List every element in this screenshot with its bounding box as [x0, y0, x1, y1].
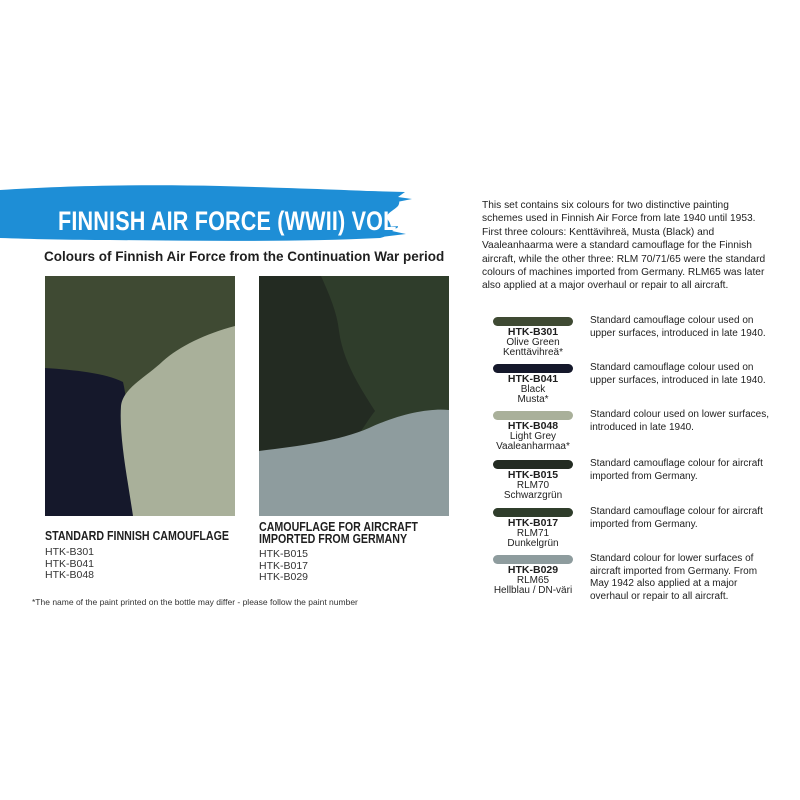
- intro-text: This set contains six colours for two distinctive painting schemes used in Finnish Air Force from late 1940 until 1953. First three colours: Kenttävihreä, Musta (Black) and Vaaleanhaarma were a standard camouflage for the Finnish aircraft, while the other three: RLM 70/71/65 were the standard colours of machines imported from Germany. RLM65 was later also applied at a major overhaul or repair to all aircraft.: [482, 200, 766, 292]
- footnote: *The name of the paint printed on the bottle may differ - please follow the paint number: [32, 597, 358, 607]
- scheme-code: HTK-B015: [259, 548, 309, 560]
- paint-color-bar: [493, 508, 573, 517]
- paint-description: Standard colour for lower surfaces of aircraft imported from Germany. From May 1942 also applied at a major overhaul or repair to all aircraft.: [590, 553, 758, 602]
- paint-description: Standard camouflage colour used on upper surfaces, introduced in late 1940.: [590, 362, 766, 386]
- paint-alt-name: Schwarzgrün: [503, 490, 563, 501]
- paint-name: RLM71: [516, 528, 550, 539]
- paint-alt-name: Dunkelgrün: [507, 538, 559, 549]
- page-subtitle: Colours of Finnish Air Force from the Continuation War period: [44, 249, 445, 264]
- paint-name: Black: [520, 384, 546, 395]
- paint-item-b017: [483, 508, 783, 558]
- scheme-title-finnish: STANDARD FINNISH CAMOUFLAGE: [45, 528, 229, 543]
- paint-alt-name: Musta*: [517, 394, 549, 405]
- paint-name: Light Grey: [509, 431, 557, 442]
- scheme-code: HTK-B029: [259, 571, 309, 583]
- paint-name: RLM65: [516, 575, 550, 586]
- paint-description: Standard camouflage colour for aircraft imported from Germany.: [590, 458, 763, 482]
- paint-color-bar: [493, 555, 573, 564]
- paint-color-bar: [493, 411, 573, 420]
- paint-alt-name: Kenttävihreä*: [502, 347, 564, 358]
- scheme-title-german: CAMOUFLAGE FOR AIRCRAFT IMPORTED FROM GERMANY: [259, 519, 418, 546]
- scheme-codes-german: [259, 549, 308, 584]
- scheme-code: HTK-B017: [259, 559, 309, 572]
- scheme-code: HTK-B301: [45, 546, 95, 558]
- paint-item-b015: [483, 460, 783, 510]
- paint-item-b048: [483, 411, 783, 461]
- paint-color-bar: [493, 460, 573, 469]
- paint-alt-name: Vaaleanharmaa*: [496, 441, 570, 452]
- paint-item-b301: [483, 317, 783, 367]
- paint-alt-name: Hellblau / DN-väri: [493, 585, 573, 596]
- paint-code: HTK-B301: [507, 326, 559, 338]
- paint-code: HTK-B015: [507, 469, 559, 481]
- paint-description: Standard camouflage colour used on upper surfaces, introduced in late 1940.: [590, 315, 766, 339]
- german-camouflage-swatch: [259, 276, 449, 516]
- paint-name: RLM70: [516, 480, 550, 491]
- page-title: FINNISH AIR FORCE (WWII) VOL.2: [58, 206, 415, 236]
- paint-code: HTK-B041: [507, 373, 559, 385]
- paint-description: Standard colour used on lower surfaces, introduced in late 1940.: [590, 409, 769, 433]
- paint-code: HTK-B017: [507, 517, 559, 529]
- paint-code: HTK-B029: [507, 564, 559, 576]
- paint-description: Standard camouflage colour for aircraft imported from Germany.: [590, 506, 763, 530]
- paint-code: HTK-B048: [507, 420, 559, 432]
- scheme-code: HTK-B041: [45, 557, 95, 570]
- paint-name: Olive Green: [506, 337, 560, 348]
- paint-color-bar: [493, 364, 573, 373]
- scheme-codes-finnish: [45, 547, 94, 582]
- paint-item-b029: [483, 555, 783, 605]
- finnish-camouflage-swatch: [45, 276, 235, 516]
- paint-item-b041: [483, 364, 783, 414]
- scheme-code: HTK-B048: [45, 569, 95, 581]
- paint-color-bar: [493, 317, 573, 326]
